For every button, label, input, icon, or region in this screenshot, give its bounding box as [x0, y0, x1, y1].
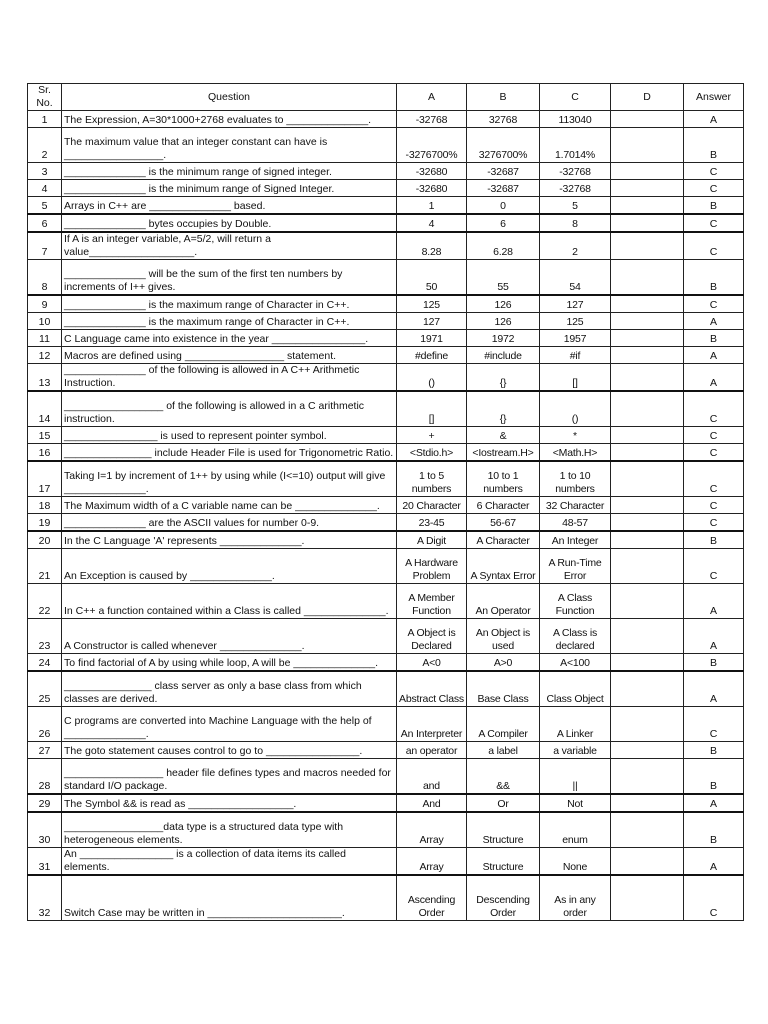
table-row — [28, 427, 744, 444]
question-text: ______________ bytes occupies by Double. — [62, 214, 397, 232]
question-text: The goto statement causes control to go to ________________. — [62, 742, 397, 759]
question-text: The Expression, A=30*1000+2768 evaluates to ______________. — [62, 111, 397, 128]
option-d — [611, 619, 684, 654]
option-c: A Class Function — [540, 584, 611, 619]
option-a: Ascending Order — [397, 875, 467, 921]
option-b: 6 — [467, 214, 540, 232]
table-row — [28, 295, 744, 313]
option-d — [611, 128, 684, 163]
option-b: -32687 — [467, 180, 540, 197]
question-text: To find factorial of A by using while loop, A will be ______________. — [62, 654, 397, 672]
option-b: A Syntax Error — [467, 549, 540, 584]
table-row — [28, 875, 744, 921]
option-a: #define — [397, 347, 467, 364]
option-c: 127 — [540, 295, 611, 313]
answer-cell: B — [684, 260, 744, 296]
option-a: 1 — [397, 197, 467, 215]
option-a: Array — [397, 848, 467, 876]
option-d — [611, 180, 684, 197]
option-d — [611, 654, 684, 672]
answer-cell: A — [684, 364, 744, 392]
option-c: As in any order — [540, 875, 611, 921]
option-b: An Operator — [467, 584, 540, 619]
option-b: Descending Order — [467, 875, 540, 921]
row-number: 20 — [28, 531, 62, 549]
option-b: 56-67 — [467, 514, 540, 532]
table-row — [28, 497, 744, 514]
option-b: -32687 — [467, 163, 540, 180]
option-c: || — [540, 759, 611, 795]
option-c: enum — [540, 812, 611, 848]
option-b: A Character — [467, 531, 540, 549]
option-b: A Compiler — [467, 707, 540, 742]
option-c: 32 Character — [540, 497, 611, 514]
answer-cell: A — [684, 347, 744, 364]
table-row — [28, 330, 744, 347]
option-a: 50 — [397, 260, 467, 296]
option-d — [611, 330, 684, 347]
answer-cell: C — [684, 214, 744, 232]
question-text: Macros are defined using _________________ statement. — [62, 347, 397, 364]
option-c: [] — [540, 364, 611, 392]
row-number: 10 — [28, 313, 62, 330]
option-d — [611, 260, 684, 296]
option-a: and — [397, 759, 467, 795]
answer-cell: A — [684, 848, 744, 876]
option-a: Abstract Class — [397, 671, 467, 707]
option-b: Base Class — [467, 671, 540, 707]
row-number: 27 — [28, 742, 62, 759]
question-text: Switch Case may be written in _______________________. — [62, 875, 397, 921]
question-text: In the C Language 'A' represents ______________. — [62, 531, 397, 549]
question-text: ______________ is the minimum range of signed integer. — [62, 163, 397, 180]
answer-cell: C — [684, 707, 744, 742]
option-b: #include — [467, 347, 540, 364]
table-row — [28, 197, 744, 215]
answer-cell: B — [684, 197, 744, 215]
row-number: 31 — [28, 848, 62, 876]
answer-cell: C — [684, 232, 744, 260]
question-text: _______________ class server as only a base class from which classes are derived. — [62, 671, 397, 707]
option-c: * — [540, 427, 611, 444]
option-a: -32680 — [397, 163, 467, 180]
answer-cell: A — [684, 794, 744, 812]
quiz-table — [27, 83, 744, 921]
row-number: 18 — [28, 497, 62, 514]
answer-cell: C — [684, 180, 744, 197]
answer-cell: C — [684, 549, 744, 584]
row-number: 5 — [28, 197, 62, 215]
question-text: ______________ are the ASCII values for number 0-9. — [62, 514, 397, 532]
option-c: A Linker — [540, 707, 611, 742]
answer-cell: A — [684, 671, 744, 707]
option-d — [611, 364, 684, 392]
option-d — [611, 531, 684, 549]
question-text: ______________ of the following is allowed in A C++ Arithmetic Instruction. — [62, 364, 397, 392]
question-text: C Language came into existence in the year ________________. — [62, 330, 397, 347]
option-d — [611, 347, 684, 364]
answer-cell: C — [684, 391, 744, 427]
option-d — [611, 759, 684, 795]
question-text: _________________data type is a structured data type with heterogeneous elements. — [62, 812, 397, 848]
row-number: 2 — [28, 128, 62, 163]
table-row — [28, 364, 744, 392]
option-d — [611, 163, 684, 180]
option-d — [611, 197, 684, 215]
option-a: 125 — [397, 295, 467, 313]
option-b: {} — [467, 364, 540, 392]
table-body — [28, 111, 744, 921]
table-row — [28, 313, 744, 330]
option-a: 1 to 5 numbers — [397, 461, 467, 497]
option-c: a variable — [540, 742, 611, 759]
option-b: & — [467, 427, 540, 444]
table-row — [28, 128, 744, 163]
option-c: -32768 — [540, 163, 611, 180]
question-text: The maximum value that an integer constant can have is _________________. — [62, 128, 397, 163]
table-row — [28, 214, 744, 232]
table-row — [28, 671, 744, 707]
option-c: 2 — [540, 232, 611, 260]
option-d — [611, 584, 684, 619]
option-a: A Object is Declared — [397, 619, 467, 654]
row-number: 9 — [28, 295, 62, 313]
row-number: 26 — [28, 707, 62, 742]
table-row — [28, 654, 744, 672]
table-row — [28, 794, 744, 812]
question-text: _________________ of the following is allowed in a C arithmetic instruction. — [62, 391, 397, 427]
option-b: 0 — [467, 197, 540, 215]
question-text: ______________ is the maximum range of Character in C++. — [62, 313, 397, 330]
option-c: 8 — [540, 214, 611, 232]
option-a: 4 — [397, 214, 467, 232]
option-d — [611, 111, 684, 128]
question-text: ________________ is used to represent pointer symbol. — [62, 427, 397, 444]
table-row — [28, 812, 744, 848]
option-a: A Member Function — [397, 584, 467, 619]
option-a: [] — [397, 391, 467, 427]
option-d — [611, 214, 684, 232]
answer-cell: B — [684, 330, 744, 347]
row-number: 3 — [28, 163, 62, 180]
header-sr-no: Sr. No. — [28, 84, 62, 111]
question-text: In C++ a function contained within a Class is called ______________. — [62, 584, 397, 619]
option-b: 3276700% — [467, 128, 540, 163]
option-a: And — [397, 794, 467, 812]
row-number: 28 — [28, 759, 62, 795]
option-b: && — [467, 759, 540, 795]
row-number: 25 — [28, 671, 62, 707]
answer-cell: A — [684, 313, 744, 330]
table-row — [28, 391, 744, 427]
option-a: 127 — [397, 313, 467, 330]
option-b: Structure — [467, 848, 540, 876]
option-c: A Class is declared — [540, 619, 611, 654]
table-row — [28, 232, 744, 260]
table-row — [28, 759, 744, 795]
table-row — [28, 584, 744, 619]
option-b: 1972 — [467, 330, 540, 347]
option-b: An Object is used — [467, 619, 540, 654]
table-row — [28, 163, 744, 180]
row-number: 1 — [28, 111, 62, 128]
option-a: + — [397, 427, 467, 444]
answer-cell: C — [684, 461, 744, 497]
header-row — [28, 84, 744, 111]
table-row — [28, 707, 744, 742]
option-a: A Hardware Problem — [397, 549, 467, 584]
option-c: 48-57 — [540, 514, 611, 532]
question-text: _______________ include Header File is used for Trigonometric Ratio. — [62, 444, 397, 462]
option-a: an operator — [397, 742, 467, 759]
row-number: 16 — [28, 444, 62, 462]
table-row — [28, 260, 744, 296]
row-number: 19 — [28, 514, 62, 532]
row-number: 22 — [28, 584, 62, 619]
question-text: An ________________ is a collection of data items its called elements. — [62, 848, 397, 876]
answer-cell: C — [684, 427, 744, 444]
question-text: The Maximum width of a C variable name can be ______________. — [62, 497, 397, 514]
option-b: 32768 — [467, 111, 540, 128]
table-row — [28, 531, 744, 549]
option-a: -32680 — [397, 180, 467, 197]
option-d — [611, 514, 684, 532]
question-text: If A is an integer variable, A=5/2, will return a value__________________. — [62, 232, 397, 260]
option-b: 126 — [467, 313, 540, 330]
option-a: 8.28 — [397, 232, 467, 260]
row-number: 30 — [28, 812, 62, 848]
question-text: A Constructor is called whenever ______________. — [62, 619, 397, 654]
option-c: None — [540, 848, 611, 876]
row-number: 14 — [28, 391, 62, 427]
header-question: Question — [62, 84, 397, 111]
option-b: 6.28 — [467, 232, 540, 260]
option-a: <Stdio.h> — [397, 444, 467, 462]
table-row — [28, 461, 744, 497]
option-d — [611, 461, 684, 497]
option-c: 1957 — [540, 330, 611, 347]
option-c: Class Object — [540, 671, 611, 707]
row-number: 32 — [28, 875, 62, 921]
row-number: 4 — [28, 180, 62, 197]
option-a: -32768 — [397, 111, 467, 128]
table-row — [28, 848, 744, 876]
option-c: An Integer — [540, 531, 611, 549]
question-text: ______________ is the minimum range of Signed Integer. — [62, 180, 397, 197]
header-d: D — [611, 84, 684, 111]
option-d — [611, 812, 684, 848]
option-d — [611, 671, 684, 707]
table-row — [28, 514, 744, 532]
option-d — [611, 875, 684, 921]
option-b: {} — [467, 391, 540, 427]
answer-cell: A — [684, 619, 744, 654]
option-b: 55 — [467, 260, 540, 296]
option-a: () — [397, 364, 467, 392]
option-a: A<0 — [397, 654, 467, 672]
table-row — [28, 549, 744, 584]
option-a: 20 Character — [397, 497, 467, 514]
answer-cell: A — [684, 111, 744, 128]
option-b: 6 Character — [467, 497, 540, 514]
answer-cell: C — [684, 295, 744, 313]
option-a: Array — [397, 812, 467, 848]
question-text: Taking I=1 by increment of 1++ by using while (I<=10) output will give ______________. — [62, 461, 397, 497]
table-row — [28, 111, 744, 128]
option-c: #if — [540, 347, 611, 364]
option-c: 125 — [540, 313, 611, 330]
option-b: A>0 — [467, 654, 540, 672]
option-a: -3276700% — [397, 128, 467, 163]
option-c: 5 — [540, 197, 611, 215]
table-row — [28, 180, 744, 197]
option-c: 54 — [540, 260, 611, 296]
table-row — [28, 444, 744, 462]
option-d — [611, 313, 684, 330]
option-b: Structure — [467, 812, 540, 848]
option-b: 126 — [467, 295, 540, 313]
option-d — [611, 427, 684, 444]
option-b: <Iostream.H> — [467, 444, 540, 462]
row-number: 23 — [28, 619, 62, 654]
option-d — [611, 848, 684, 876]
question-text: The Symbol && is read as __________________. — [62, 794, 397, 812]
question-text: ______________ is the maximum range of Character in C++. — [62, 295, 397, 313]
answer-cell: C — [684, 444, 744, 462]
answer-cell: B — [684, 128, 744, 163]
row-number: 15 — [28, 427, 62, 444]
table-row — [28, 619, 744, 654]
answer-cell: C — [684, 875, 744, 921]
option-b: Or — [467, 794, 540, 812]
option-c: -32768 — [540, 180, 611, 197]
row-number: 12 — [28, 347, 62, 364]
table-row — [28, 742, 744, 759]
option-c: Not — [540, 794, 611, 812]
option-a: An Interpreter — [397, 707, 467, 742]
answer-cell: C — [684, 514, 744, 532]
option-c: () — [540, 391, 611, 427]
option-d — [611, 742, 684, 759]
row-number: 17 — [28, 461, 62, 497]
row-number: 13 — [28, 364, 62, 392]
answer-cell: B — [684, 531, 744, 549]
answer-cell: B — [684, 759, 744, 795]
option-c: <Math.H> — [540, 444, 611, 462]
option-d — [611, 444, 684, 462]
row-number: 8 — [28, 260, 62, 296]
row-number: 11 — [28, 330, 62, 347]
answer-cell: B — [684, 812, 744, 848]
option-d — [611, 232, 684, 260]
option-c: A Run-Time Error — [540, 549, 611, 584]
answer-cell: C — [684, 163, 744, 180]
row-number: 21 — [28, 549, 62, 584]
answer-cell: A — [684, 584, 744, 619]
option-a: 1971 — [397, 330, 467, 347]
option-d — [611, 497, 684, 514]
option-d — [611, 707, 684, 742]
question-text: An Exception is caused by ______________. — [62, 549, 397, 584]
option-a: 23-45 — [397, 514, 467, 532]
option-a: A Digit — [397, 531, 467, 549]
header-a: A — [397, 84, 467, 111]
option-c: 113040 — [540, 111, 611, 128]
question-text: C programs are converted into Machine Language with the help of ______________. — [62, 707, 397, 742]
question-text: _________________ header file defines types and macros needed for standard I/O package. — [62, 759, 397, 795]
option-c: 1 to 10 numbers — [540, 461, 611, 497]
option-d — [611, 295, 684, 313]
option-c: 1.7014% — [540, 128, 611, 163]
option-d — [611, 391, 684, 427]
option-c: A<100 — [540, 654, 611, 672]
header-answer: Answer — [684, 84, 744, 111]
row-number: 6 — [28, 214, 62, 232]
header-c: C — [540, 84, 611, 111]
option-d — [611, 549, 684, 584]
answer-cell: B — [684, 654, 744, 672]
option-d — [611, 794, 684, 812]
row-number: 29 — [28, 794, 62, 812]
answer-cell: B — [684, 742, 744, 759]
option-b: a label — [467, 742, 540, 759]
option-b: 10 to 1 numbers — [467, 461, 540, 497]
question-text: Arrays in C++ are ______________ based. — [62, 197, 397, 215]
table-row — [28, 347, 744, 364]
answer-cell: C — [684, 497, 744, 514]
header-b: B — [467, 84, 540, 111]
row-number: 24 — [28, 654, 62, 672]
question-text: ______________ will be the sum of the first ten numbers by increments of I++ gives. — [62, 260, 397, 296]
row-number: 7 — [28, 232, 62, 260]
